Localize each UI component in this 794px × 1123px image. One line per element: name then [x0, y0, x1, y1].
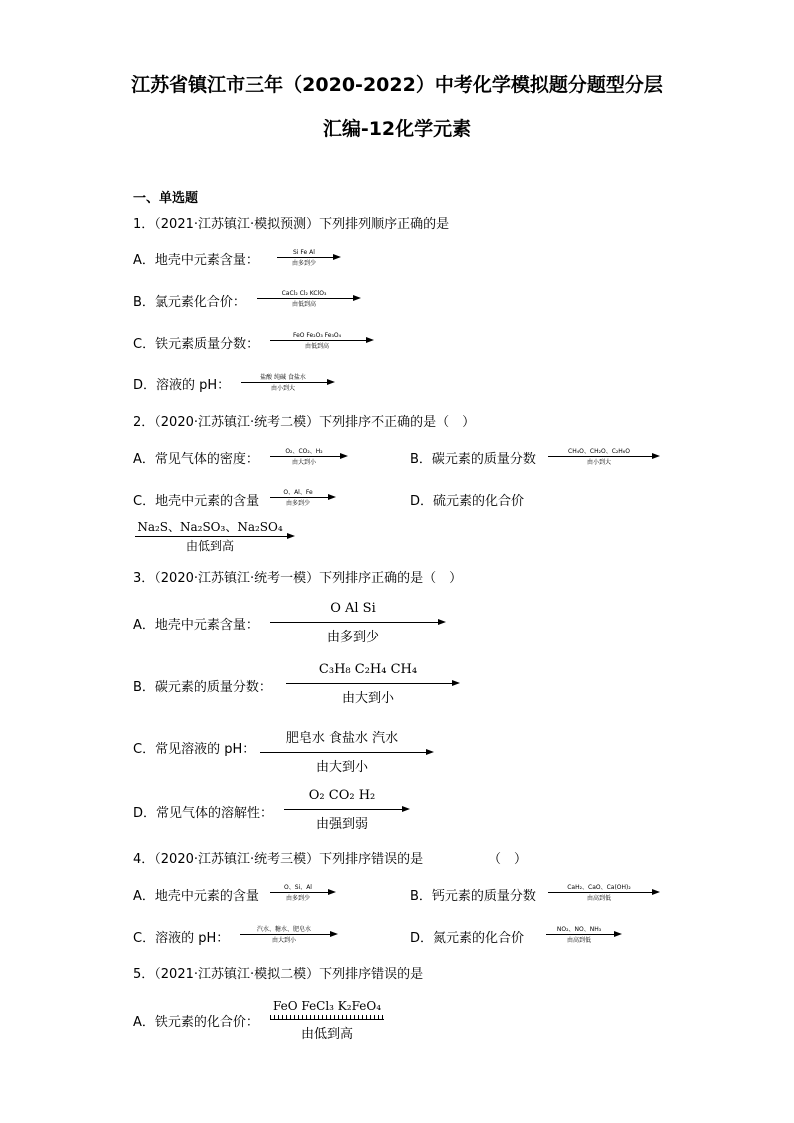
- q5-option-a[interactable]: A．铁元素的化合价：: [133, 1015, 259, 1030]
- question-4-answer-paren: （ ）: [488, 852, 528, 867]
- arrowhead-icon: [438, 619, 446, 625]
- q2-c-arrow-bottom: 由多到少: [285, 500, 310, 507]
- arrowhead-icon: [328, 889, 336, 895]
- arrowhead-icon: [327, 379, 335, 385]
- q3-c-arrow-bottom: 由大到小: [315, 760, 368, 775]
- q2-option-b[interactable]: B．碳元素的质量分数: [410, 452, 536, 467]
- q4-option-d[interactable]: D．氮元素的化合价: [410, 931, 525, 946]
- page-title-line-2: 汇编-12化学元素: [322, 118, 472, 140]
- q2-option-a[interactable]: A．常见气体的密度：: [133, 452, 259, 467]
- arrowhead-icon: [353, 295, 361, 301]
- q2-b-arrow: [548, 446, 660, 466]
- q1-a-arrow-top: Si Fe Al: [293, 249, 315, 256]
- q2-b-arrow-bottom: 由小到大: [586, 459, 611, 466]
- arrowhead-icon: [328, 494, 336, 500]
- q2-option-d[interactable]: D．硫元素的化合价: [410, 494, 525, 509]
- q1-d-arrow-bottom: 由小到大: [270, 385, 295, 392]
- q4-option-b[interactable]: B．钙元素的质量分数: [410, 889, 536, 904]
- arrowhead-icon: [366, 337, 374, 343]
- arrowhead-icon: [614, 931, 622, 937]
- q3-d-arrow-top: O₂ CO₂ H₂: [308, 788, 376, 803]
- q1-a-arrow: [277, 247, 341, 267]
- q4-c-arrow-top: 汽水、糖水、肥皂水: [256, 926, 311, 933]
- arrowhead-icon: [340, 453, 348, 459]
- arrowhead-icon: [452, 680, 460, 686]
- q3-a-arrow: [270, 600, 446, 644]
- arrowhead-icon: [426, 749, 434, 755]
- q3-d-arrow-bottom: 由强到弱: [315, 817, 368, 832]
- q2-a-arrow: [270, 446, 348, 466]
- q5-a-arrow-bottom: 由低到高: [300, 1027, 353, 1042]
- q4-d-arrow-top: NO₂、NO、NH₃: [556, 926, 602, 933]
- q1-option-a[interactable]: A．地壳中元素含量：: [133, 253, 259, 268]
- q4-c-arrow: [240, 924, 338, 944]
- q1-d-arrow: [241, 372, 335, 392]
- q2-d-arrow-bottom: 由低到高: [185, 539, 234, 553]
- arrowhead-icon: [652, 453, 660, 459]
- q3-a-arrow-top: O Al Si: [330, 601, 376, 616]
- question-3-stem: 3．（2020·江苏镇江·统考一模）下列排序正确的是（ ）: [133, 571, 463, 586]
- q4-d-arrow-bottom: 由高到低: [566, 937, 591, 944]
- section-heading: 一、单选题: [133, 191, 199, 206]
- q3-c-arrow: [260, 728, 434, 776]
- question-5-stem: 5．（2021·江苏镇江·模拟二模）下列排序错误的是: [133, 967, 424, 982]
- arrowhead-icon: [333, 254, 341, 260]
- q4-option-c[interactable]: C．溶液的 pH：: [133, 931, 230, 946]
- q1-c-arrow: [270, 330, 374, 350]
- q3-option-b[interactable]: B．碳元素的质量分数：: [133, 680, 272, 695]
- q4-b-arrow: [548, 882, 660, 902]
- q3-option-a[interactable]: A．地壳中元素含量：: [133, 618, 259, 633]
- arrowhead-icon: [402, 806, 410, 812]
- arrowhead-icon: [330, 931, 338, 937]
- q1-a-arrow-bottom: 由多到少: [291, 260, 316, 267]
- q2-option-c[interactable]: C．地壳中元素的含量: [133, 494, 260, 509]
- q2-a-arrow-top: O₂、CO₂、H₂: [285, 448, 323, 455]
- q2-c-arrow: [270, 487, 336, 507]
- q3-b-arrow-top: C₃H₈ C₂H₄ CH₄: [318, 662, 418, 677]
- q4-d-arrow: [546, 924, 622, 944]
- arrowhead-icon: [287, 533, 295, 539]
- q4-option-a[interactable]: A．地壳中元素的含量: [133, 889, 259, 904]
- q1-b-arrow-bottom: 由低到高: [291, 301, 316, 308]
- q3-d-arrow: [284, 786, 410, 832]
- q1-c-arrow-top: FeO Fe₂O₃ Fe₃O₄: [292, 332, 342, 339]
- q2-c-arrow-top: O、Al、Fe: [283, 489, 313, 496]
- q3-option-d[interactable]: D．常见气体的溶解性：: [133, 806, 274, 821]
- q1-b-arrow: [257, 288, 361, 308]
- q3-b-arrow: [286, 660, 460, 706]
- q4-b-arrow-bottom: 由高到低: [586, 895, 611, 902]
- q4-a-arrow-bottom: 由多到少: [285, 895, 310, 902]
- q4-a-arrow-top: O、Si、Al: [284, 884, 312, 891]
- q1-d-arrow-top: 盐酸 纯碱 食盐水: [260, 374, 306, 381]
- q3-c-arrow-top: 肥皂水 食盐水 汽水: [285, 731, 399, 746]
- q2-d-arrow-top: Na₂S、Na₂SO₃、Na₂SO₄: [137, 520, 283, 534]
- arrowhead-icon: [652, 889, 660, 895]
- q5-a-arrow-top: FeO FeCl₃ K₂FeO₄: [272, 999, 382, 1013]
- page-title-line-1: 江苏省镇江市三年（2020-2022）中考化学模拟题分题型分层: [131, 74, 663, 96]
- q1-b-arrow-top: CaCl₂ Cl₂ KClO₃: [281, 290, 327, 297]
- q1-option-d[interactable]: D．溶液的 pH：: [133, 378, 231, 393]
- q5-a-arrow: [270, 993, 394, 1042]
- q2-b-arrow-top: CH₄O、CH₂O、C₂H₆O: [568, 448, 630, 455]
- q3-b-arrow-bottom: 由大到小: [341, 691, 394, 706]
- q1-option-b[interactable]: B．氯元素化合价：: [133, 295, 246, 310]
- question-1-stem: 1．（2021·江苏镇江·模拟预测）下列排列顺序正确的是: [133, 217, 450, 232]
- q1-option-c[interactable]: C．铁元素质量分数：: [133, 337, 260, 352]
- q4-c-arrow-bottom: 由大到小: [271, 937, 296, 944]
- q3-option-c[interactable]: C．常见溶液的 pH：: [133, 742, 256, 757]
- q3-a-arrow-bottom: 由多到少: [326, 630, 379, 645]
- question-2-stem: 2．（2020·江苏镇江·统考二模）下列排序不正确的是（ ）: [133, 415, 476, 430]
- q2-d-arrow: [135, 520, 295, 552]
- q4-a-arrow: [270, 882, 336, 902]
- question-4-stem: 4．（2020·江苏镇江·统考三模）下列排序错误的是: [133, 852, 424, 867]
- q1-c-arrow-bottom: 由低到高: [304, 343, 329, 350]
- q4-b-arrow-top: CaH₂、CaO、Ca(OH)₂: [567, 884, 631, 891]
- q2-a-arrow-bottom: 由大到小: [291, 459, 316, 466]
